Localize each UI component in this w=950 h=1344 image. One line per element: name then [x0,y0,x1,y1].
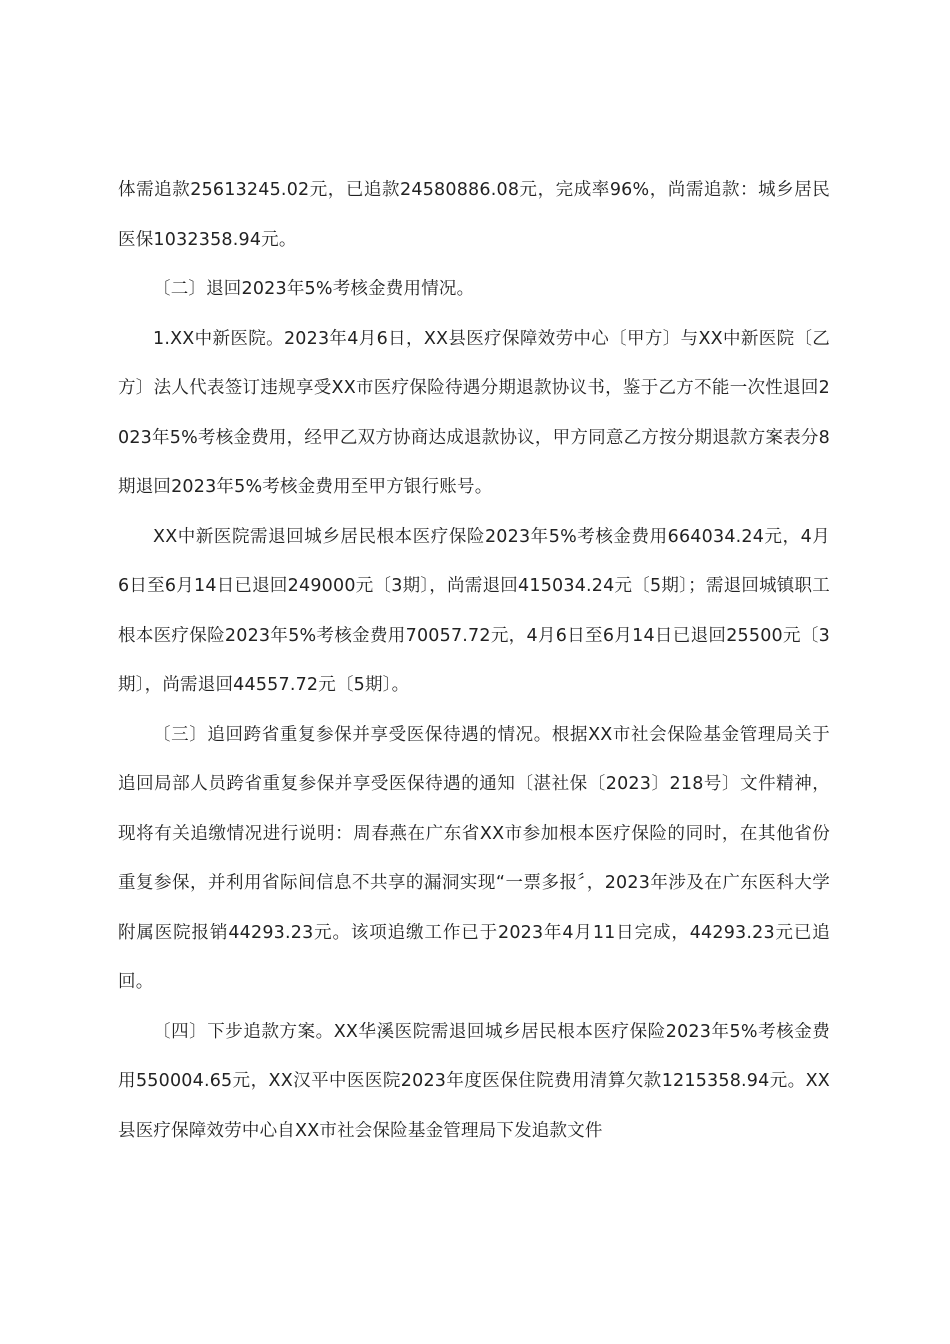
paragraph-zhongxin-hospital: 1.XX中新医院。2023年4月6日，XX县医疗保障效劳中心〔甲方〕与XX中新医院〔乙方〕法人代表签订违规享受XX市医疗保险待遇分期退款协议书，鉴于乙方不能一次性退回2023年5%考核金费用，经甲乙双方协商达成退款协议，甲方同意乙方按分期退款方案表分8期退回2023年5%考核金费用至甲方银行账号。 [118,328,830,497]
section-heading-3: 〔三〕追回跨省重复参保并享受医保待遇的情况。根据XX市社会保险基金管理局关于追回局部人员跨省重复参保并享受医保待遇的通知〔湛社保〔2023〕218号〕文件精神，现将有关追缴情况进行说明：周春燕在广东省XX市参加根本医疗保险的同时，在其他省份重复参保，并利用省际间信息不共享的漏洞实现“一票多报〞，2023年涉及在广东医科大学附属医院报销44293.23元。该项追缴工作已于2023年4月11日完成，44293.23元已追回。 [118,724,830,992]
paragraph-continuation: 体需追款25613245.02元，已追款24580886.08元，完成率96%，尚需追款：城乡居民医保1032358.94元。 [118,180,830,250]
paragraph-refund-details: XX中新医院需退回城乡居民根本医疗保险2023年5%考核金费用664034.24元，4月6日至6月14日已退回249000元〔3期〕，尚需退回415034.24元〔5期〕；需退回城镇职工根本医疗保险2023年5%考核金费用70057.72元，4月6日至6月14日已退回25500元〔3期〕，尚需退回44557.72元〔5期〕。 [118,526,830,695]
section-heading-4: 〔四〕下步追款方案。XX华溪医院需退回城乡居民根本医疗保险2023年5%考核金费用550004.65元，XX汉平中医医院2023年度医保住院费用清算欠款1215358.94元。XX县医疗保障效劳中心自XX市社会保险基金管理局下发追款文件 [118,1021,830,1141]
section-heading-2: 〔二〕退回2023年5%考核金费用情况。 [153,279,475,299]
document-body [118,166,830,1156]
